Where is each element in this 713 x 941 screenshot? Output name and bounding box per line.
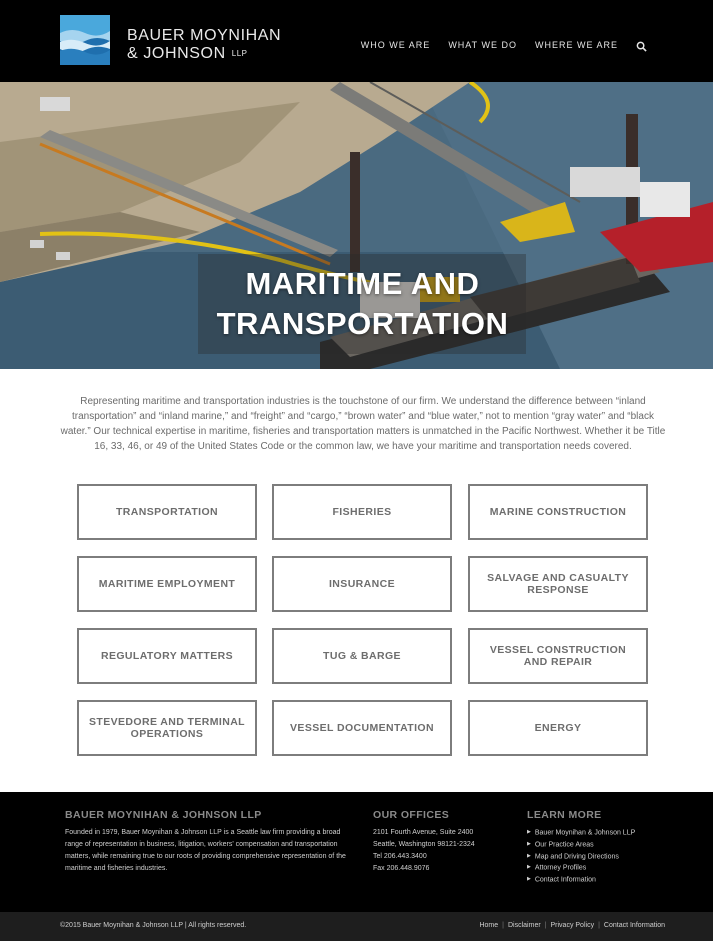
bottom-link-contact[interactable]: Contact Information — [603, 922, 665, 929]
practice-tile-vessel-documentation[interactable]: VESSEL DOCUMENTATION — [272, 700, 452, 756]
bottom-bar — [0, 912, 713, 941]
practice-tile-marine-construction[interactable]: MARINE CONSTRUCTION — [468, 484, 648, 540]
footer-link-firm[interactable]: ▶ Bauer Moynihan & Johnson LLP — [527, 827, 677, 839]
practice-tile-regulatory-matters[interactable]: REGULATORY MATTERS — [77, 628, 257, 684]
footer-offices — [373, 809, 513, 875]
separator: | — [598, 922, 600, 929]
practice-tile-tug-barge[interactable]: TUG & BARGE — [272, 628, 452, 684]
separator: | — [544, 922, 547, 929]
practice-tile-insurance[interactable]: INSURANCE — [272, 556, 452, 612]
footer-link-contact[interactable]: ▶ Contact Information — [527, 874, 677, 886]
nav-who-we-are[interactable]: WHO WE ARE — [360, 40, 431, 50]
footer-about-title: BAUER MOYNIHAN & JOHNSON LLP — [65, 809, 262, 821]
site-header — [0, 0, 713, 82]
intro-paragraph: Representing maritime and transportation industries is the touchstone of our firm. We understand the difference between “inland transportation” and “inland marine,” and “freight” and “cargo,” “brown water” and “blue water,” not to mention “gray water” and “black water.” Our technical expertise in maritime, fisheries and transportation matters is unmatched in the Pacific Northwest. Whether it be Title 16, 33, 46, or 49 of the United States Code or the common law, we have your maritime and transportation needs covered. — [60, 396, 666, 452]
footer-link-directions[interactable]: ▶ Map and Driving Directions — [527, 851, 677, 863]
office-address-line-1: 2101 Fourth Avenue, Suite 2400 — [373, 829, 474, 836]
footer-learn-title: LEARN MORE — [527, 809, 602, 821]
office-phone: Tel 206.443.3400 — [373, 853, 427, 860]
site-footer — [0, 792, 713, 912]
practice-tile-vessel-construction[interactable]: VESSEL CONSTRUCTION AND REPAIR — [468, 628, 648, 684]
page-title-line-2: TRANSPORTATION — [216, 306, 509, 341]
logo-wave-icon[interactable] — [60, 15, 110, 65]
bottom-link-privacy[interactable]: Privacy Policy — [550, 922, 595, 929]
page-title — [160, 264, 565, 344]
office-fax: Fax 206.448.9076 — [373, 865, 430, 872]
practice-tile-salvage-casualty[interactable]: SALVAGE AND CASUALTY RESPONSE — [468, 556, 648, 612]
brand-line-2 — [127, 45, 281, 63]
practice-tile-energy[interactable]: ENERGY — [468, 700, 648, 756]
footer-offices-title: OUR OFFICES — [373, 809, 450, 821]
footer-learn-list — [527, 827, 677, 886]
footer-learn-more — [527, 809, 677, 886]
bottom-link-home[interactable]: Home — [479, 922, 499, 929]
practice-tile-stevedore-terminal[interactable]: STEVEDORE AND TERMINAL OPERATIONS — [77, 700, 257, 756]
copyright-text: ©2015 Bauer Moynihan & Johnson LLP | All rights reserved. — [60, 922, 247, 929]
brand-name[interactable] — [127, 27, 281, 63]
practice-areas-grid — [77, 484, 648, 756]
brand-line-1: BAUER MOYNIHAN — [127, 27, 282, 44]
nav-what-we-do[interactable]: WHAT WE DO — [448, 40, 517, 50]
brand-suffix: LLP — [231, 49, 248, 58]
main-nav — [361, 39, 648, 51]
search-icon[interactable] — [636, 39, 648, 51]
bottom-link-disclaimer[interactable]: Disclaimer — [508, 922, 541, 929]
page-title-line-1: MARITIME AND — [245, 266, 480, 301]
practice-tile-fisheries[interactable]: FISHERIES — [272, 484, 452, 540]
footer-about — [65, 809, 355, 875]
footer-link-attorney-profiles[interactable]: ▶ Attorney Profiles — [527, 862, 677, 874]
nav-where-we-are[interactable]: WHERE WE ARE — [534, 40, 618, 50]
practice-tile-transportation[interactable]: TRANSPORTATION — [77, 484, 257, 540]
footer-about-text: Founded in 1979, Bauer Moynihan & Johnson LLP is a Seattle law firm providing a broad range of representation in business, litigation, workers' compensation and transportation matters, while remaining true to our roots of providing comprehensive representation of the maritime and fisheries industries. — [65, 829, 346, 872]
brand-line-2-text: & JOHNSON — [127, 45, 226, 62]
practice-tile-maritime-employment[interactable]: MARITIME EMPLOYMENT — [77, 556, 257, 612]
separator: | — [502, 922, 504, 929]
hero-banner — [0, 82, 713, 369]
bottom-links — [479, 922, 665, 929]
office-address-line-2: Seattle, Washington 98121-2324 — [373, 841, 475, 848]
footer-link-practice-areas[interactable]: ▶ Our Practice Areas — [527, 839, 677, 851]
